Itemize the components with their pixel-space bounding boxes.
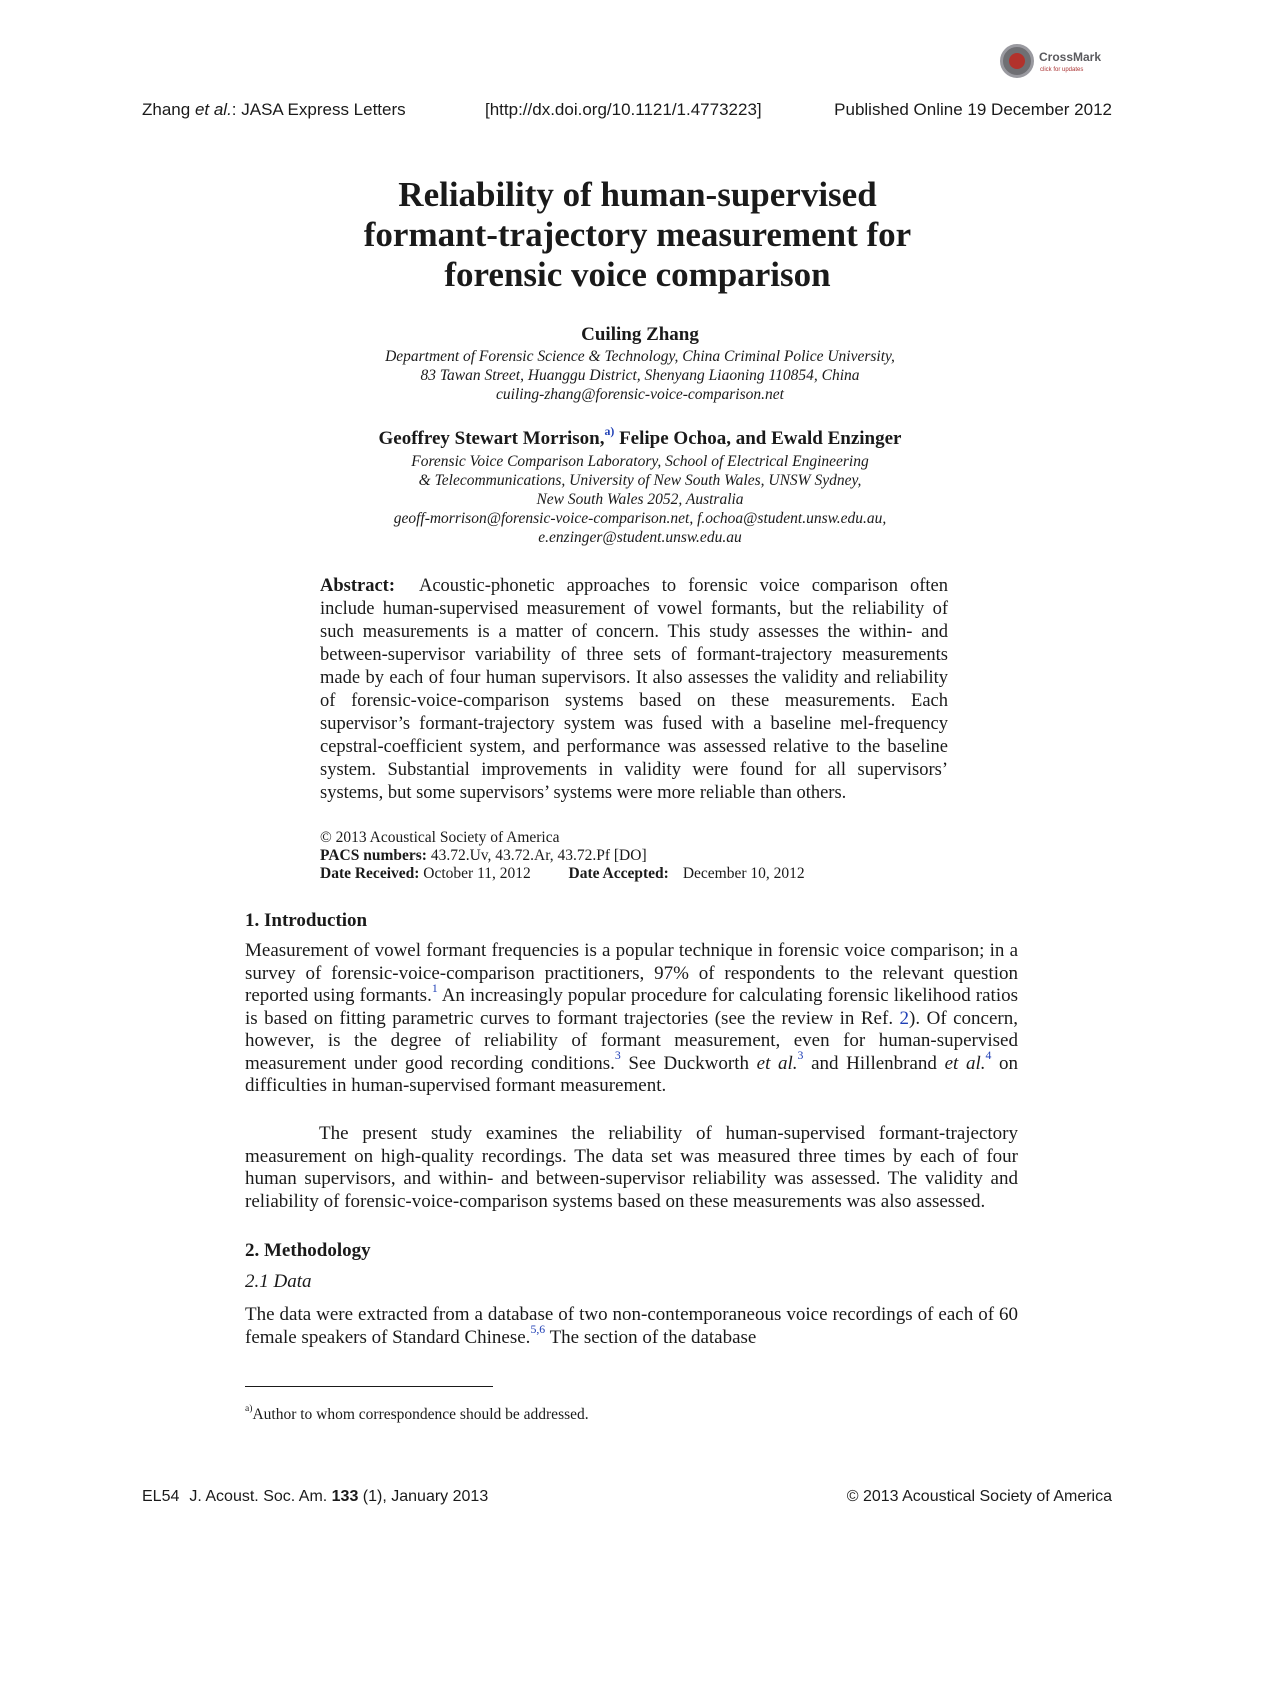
footnote-mark-link[interactable]: a) [604,424,615,438]
author-affiliation: Department of Forensic Science & Technology, China Criminal Police University, 83 Tawan Street, Huanggu District, Shenyang Liaoning 110854, China cuiling-zhang@forensic-voice-comparison.net [300,347,980,404]
crossmark-label: CrossMark [1039,50,1102,64]
article-meta [320,829,948,883]
author-email[interactable]: e.enzinger@student.unsw.edu.au [538,529,742,546]
crossmark-badge[interactable] [1000,44,1112,84]
abstract-text: Acoustic-phonetic approaches to forensic voice comparison often include human-supervised measurement of vowel formants, but the reliability of such measurements is a matter of concern. This study assesses the within- and between-supervisor variability of three sets of formant-trajectory measurements made by each of four human supervisors. It also assesses the validity and reliability of forensic-voice-comparison systems based on these measurements. Each supervisor’s formant-trajectory system was fused with a baseline mel-frequency cepstral-coefficient system, and performance was assessed relative to the baseline system. Substantial improvements in validity were found for all supervisors’ systems, but some supervisors’ systems were more reliable than others. [320,576,948,803]
running-header-author: Zhang et al.: JASA Express Letters [142,100,406,119]
citation-link[interactable]: 2 [899,1007,910,1029]
doi-link[interactable]: [http://dx.doi.org/10.1121/1.4773223] [485,100,762,119]
subsection-heading: 2.1 Data [245,1271,312,1292]
abstract [320,575,948,805]
intro-paragraph: The present study examines the reliability of human-supervised formant-trajectory measurement on high-quality recordings. The data set was measured three times by each of four human supervisors, and within- and between-supervisor reliability was assessed. The validity and reliability of forensic-voice-comparison systems based on these measurements was also assessed. [245,1123,1018,1212]
page-number: EL54 [142,1488,180,1505]
author-names: Geoffrey Stewart Morrison,$^{a)}$ Felipe Ochoa, and Ewald Enzinger [378,424,902,449]
footnote-divider [245,1386,493,1387]
section-heading: 1. Introduction [245,910,368,931]
author-affiliation: Forensic Voice Comparison Laboratory, School of Electrical Engineering & Telecommunications, University of New South Wales, UNSW Sydney, New South Wales 2052, Australia geoff-morrison@forensic-voice-comparison.net, f.ochoa@student.unsw.edu.au, e.enzinger@student.unsw.edu.au [250,452,1030,547]
section-heading: 2. Methodology [245,1240,371,1261]
citation-link[interactable]: 1 [431,981,438,995]
footnote: $^{a)}$Author to whom correspondence should be addressed. [245,1403,589,1423]
page-footer-left: EL54 J. Acoust. Soc. Am. 133 (1), January 2013 [142,1488,489,1505]
abstract-label: Abstract: [320,576,396,596]
author-email[interactable]: geoff-morrison@forensic-voice-comparison.net, f.ochoa@student.unsw.edu.au, [393,510,887,527]
method-paragraph: The data were extracted from a database of two non-contemporaneous voice recordings of each of 60 female speakers of Standard Chinese.$^{5,6}$ The section of the database [245,1304,1018,1348]
crossmark-sub: click for updates [1040,67,1084,73]
citation-link[interactable]: 3 [797,1049,804,1063]
author-name: Cuiling Zhang [581,324,699,345]
meta-copyright: © 2013 Acoustical Society of America [320,829,560,846]
article-title: Reliability of human-supervised formant-trajectory measurement for forensic voice comparison [363,175,912,294]
pacs-numbers: PACS numbers: 43.72.Uv, 43.72.Ar, 43.72.Pf [DO] [320,847,647,864]
dates: Date Received: October 11, 2012 Date Accepted: December 10, 2012 [320,865,805,882]
author-email[interactable]: cuiling-zhang@forensic-voice-comparison.net [496,386,784,403]
intro-paragraph: Measurement of vowel formant frequencies is a popular technique in forensic voice comparison; in a survey of forensic-voice-comparison practitioners, 97% of respondents to the relevant question reported using formants.$^1$ An increasingly popular procedure for calculating forensic likelihood ratios is based on fitting parametric curves to formant trajectories (see the review in Ref. 2). Of concern, however, is the degree of reliability of formant measurement, even for human-supervised measurement under good recording conditions.$^3$ See Duckworth et al.$^3$ and Hillenbrand et al.$^4$ on difficulties in human-supervised formant measurement. [245,940,1019,1096]
citation-link[interactable]: 4 [985,1049,992,1063]
citation-link[interactable]: 5,6 [530,1323,546,1337]
published-date: Published Online 19 December 2012 [834,100,1112,119]
citation-link[interactable]: 3 [614,1049,621,1063]
page-footer-copyright: © 2013 Acoustical Society of America [846,1488,1112,1505]
crossmark-icon [1000,44,1034,78]
